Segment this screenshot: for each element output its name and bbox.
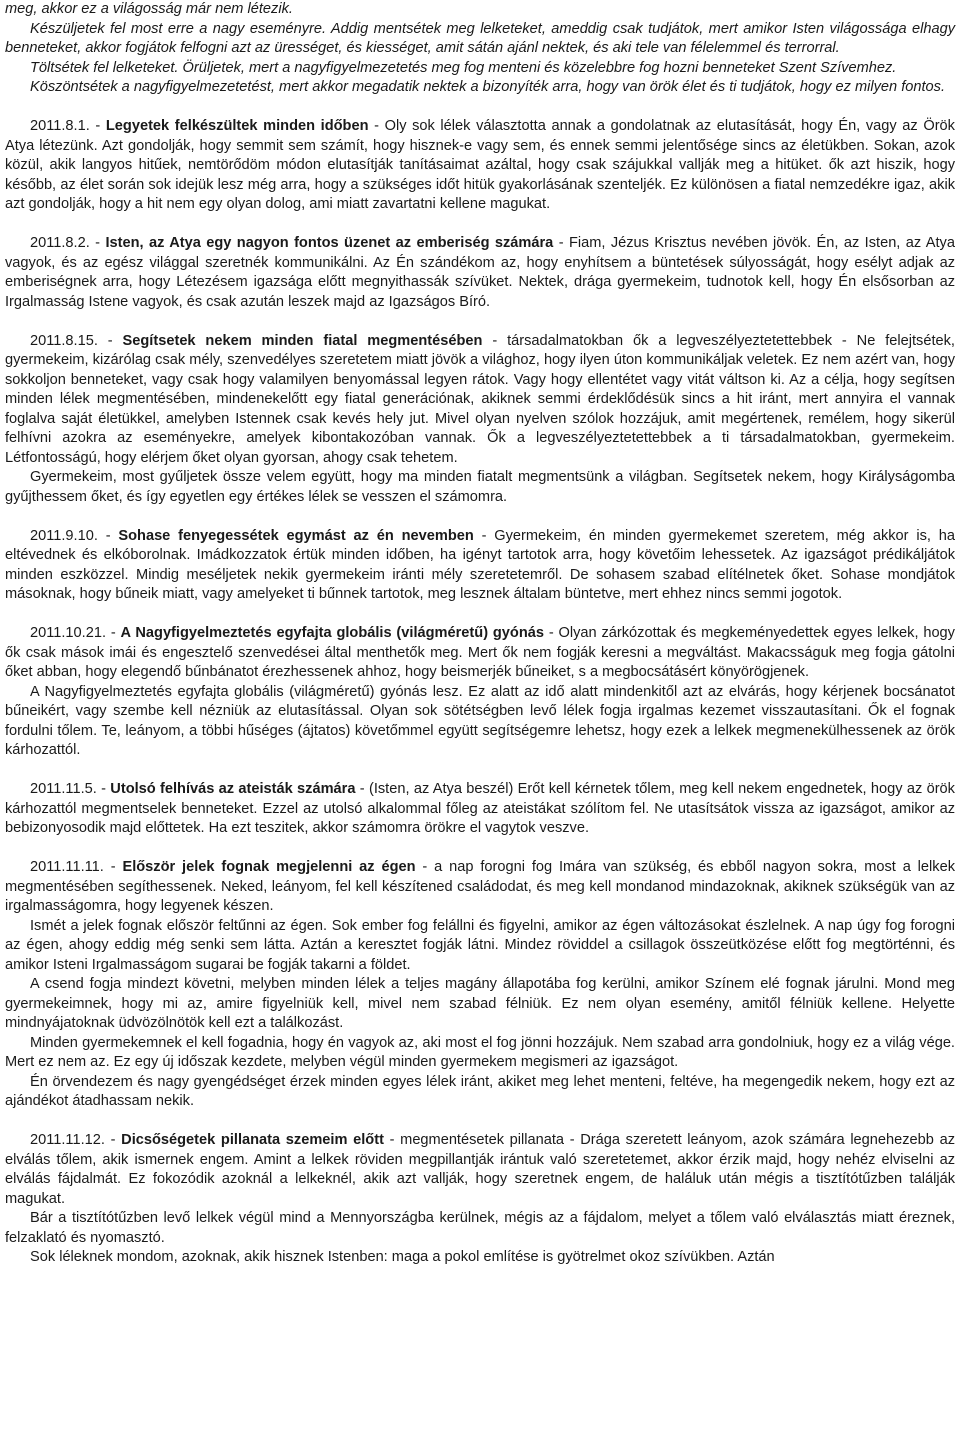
entry-title: Dicsőségetek pillanata szemeim előtt <box>121 1132 384 1148</box>
entry-paragraph: A Nagyfigyelmeztetés egyfajta globális (világméretű) gyónás lesz. Ez alatt az idő alatt mindenkitől azt az elvárás, hogy kérjenek bocsánatot bűneikért, vagy szembe kell nézniük az elutasítással. Olyan sok sötétségben levő lélek fogja irgalmas kezemet visszautasítani. Ők el fognak fordulni tőlem. Te, leányom, a többi hűséges (ájtatos) követőmmel együtt segítségemre lehetsz, hogy ezek a lelkek megmenekülhessenek az örök kárhozattól. <box>5 683 955 758</box>
entry-paragraph: Gyermekeim, most gyűljetek össze velem együtt, hogy ma minden fiatalt megmentsünk a világban. Segítsetek nekem, hogy Királyságomba gyűjthessem őket, és így egyetlen egy értékes lélek se vesszen el számomra. <box>5 469 955 505</box>
entry-date: 2011.8.2. <box>30 235 90 251</box>
entry-first-paragraph: 2011.9.10. - Sohase fenyegessétek egymást az én nevemben - Gyermekeim, én minden gyermekemet szeretem, még akkor is, ha eltévednek és elkóborolnak. Imádkozzatok értük minden időben, ha igényt tartotok arra, hogy követőim lehessetek. Az igazságot prédikáljátok minden eszközzel. Mindig meséljetek nekik gyermekeim iránti mély szeretetemről. De sohasem szabad elítélnetek őket. Sohase mondjátok másoknak, hogy bűneik miatt, vagy amelyeket ti bűnnek tartotok, meg lesznek általam büntetve, mert ehhez nincs semmi jogotok. <box>5 527 955 602</box>
entry-paragraph: Én örvendezem és nagy gyengédséget érzek minden egyes lélek iránt, akiket meg lehet menteni, feltéve, ha megengedik nekem, hogy ezt az ajándékot átadhassam nekik. <box>5 1073 955 1109</box>
entry-body-text: Gyermekeim, én minden gyermekemet szeretem, még akkor is, ha eltévednek és elkóborolnak. Imádkozzatok értük minden időben, ha igényt tartotok arra, hogy követőim lehessetek. Az igazságot prédikáljátok minden eszközzel. Mindig meséljetek nekik gyermekeim iránti mély szeretetemről. De sohasem szabad elítélnetek őket. Sohase mondjátok másoknak, hogy bűneik miatt, vagy amelyeket ti bűnnek tartotok, meg lesznek általam büntetve, mert ehhez nincs semmi jogotok. <box>5 527 955 602</box>
intro-paragraph: meg, akkor ez a világosság már nem létezik. <box>5 1 293 17</box>
entry-first-paragraph: 2011.10.21. - A Nagyfigyelmeztetés egyfajta globális (világméretű) gyónás - Olyan zárkózottak és megkeményedettek egyes lelkek, hogy ők csak mások imái és engesztelő szenvedései által menthetők meg. Mert ők nem fogják keresni a megváltást. Makacsságuk meg fogja gátolni őket abban, hogy elegendő bűnbánatot érezhessenek ahhoz, hogy beismerjék bűneiket, s a megbocsátásért könyörögjenek. <box>5 625 955 680</box>
intro-paragraph: Készüljetek fel most erre a nagy eseményre. Addig mentsétek meg lelketeket, ameddig csak tudjátok, mert amikor Isten világossága elhagy benneteket, akkor fogjátok felfogni azt az ürességet, és kiességet, amit sátán ajánl nektek, és aki tele van félelemmel és terrorral. <box>5 20 955 56</box>
entry-paragraph: A csend fogja mindezt követni, melyben minden lélek a teljes magány állapotába fog kerülni, amikor Színem elé fognak járulni. Mond meg gyermekeimnek, hogy mi az, amire figyelniük kell, mivel nem szabad félniük. Ez nem olyan esemény, amitől félniük kellene. Helyette mindnyájatoknak üdvözölnötök kell ezt a találkozást. <box>5 976 955 1031</box>
entry-body-text: (Isten, az Atya beszél) Erőt kell kérnetek tőlem, meg kell nekem engednetek, hogy az örök kárhozattól megmentselek benneteket. Ezzel az utolsó alkalommal főleg az ateistákat szólítom fel. Ne utasítsátok vissza az igazságot, amikor az bebizonyosodik majd előttetek. Ha ezt teszitek, akkor számomra örökre el vagytok veszve. <box>5 781 955 836</box>
entry-first-paragraph: 2011.8.1. - Legyetek felkészültek minden időben - Oly sok lélek választotta annak a gondolatnak az elutasítását, hogy Én, vagy az Örök Atya létezünk. Azt gondolják, hogy semmit sem számít, hogy hisznek-e vagy sem, és ennek semmi jelentősége sincs az életükben. Sokan, azok közül, akik langyos hitűek, nemtörődöm módon elutasítják tanításaimat azáltal, hogy csak szájukkal vallják meg a hitüket. ők azt hiszik, hogy később, az élet során sok idejük lesz még arra, hogy a szükséges időt hitük gyakorlásának szenteljék. Ez különösen a fiatal nemzedékre igaz, akik azt gondolják, hogy a hit nem egy olyan dolog, ami miatt zavartatni kellene magukat. <box>5 118 955 212</box>
entry-body-text: Olyan zárkózottak és megkeményedettek egyes lelkek, hogy ők csak mások imái és engesztelő szenvedései által menthetők meg. Mert ők nem fogják keresni a megváltást. Makacsságuk meg fogja gátolni őket abban, hogy elegendő bűnbánatot érezhessenek ahhoz, hogy beismerjék bűneiket, s a megbocsátásért könyörögjenek. <box>5 625 955 680</box>
entry-body-text: társadalmatokban ők a legveszélyeztetettebbek - Ne felejtsétek, gyermekeim, kizárólag csak mély, szenvedélyes szeretetem miatt jövök a világhoz, hogy ilyen úton kommunikáljak veletek. Ez nem azért van, hogy sokkoljon benneteket, vagy csak hogy valamilyen benyomással legyen rátok. Vagy hogy ellentétet vagy vitát váltson ki. Az a célja, hogy segítsen minden lélek megmentésében, mindenekelőtt egy fiatal generációnak, akiknek semmi érdeklődésük sincs a hit iránt, mert annyira el vannak foglalva saját életükkel, amelyben Istennek csak kevés hely jut. Mivel olyan nyelven szólok hozzájuk, amit megértenek, remélem, hogy sikerül felhívni azokra az eseményekre, amelyek kibontakozóban vannak. Ők a legveszélyeztetettebbek a ti társadalmatokban, gyermekeim. Létfontosságú, hogy elérjem őket olyan gyorsan, ahogy csak tehetem. <box>5 332 955 466</box>
entry-title: Legyetek felkészültek minden időben <box>105 118 369 134</box>
entry-body-text: a nap forogni fog Imára van szükség, és ebből nagyon sokra, most a lelkek megmentésében segíthessenek. Neked, leányom, fel kell készítened családodat, és meg kell mondanod mindazoknak, akiknek szükségük van az irgalmasságomra, hogy legyenek készen. <box>5 859 955 914</box>
entry-paragraph: Bár a tisztítótűzben levő lelkek végül mind a Mennyországba kerülnek, mégis az a fájdalom, melyet a tőlem való elválasztás miatt éreznek, felzaklató és nyomasztó. <box>5 1210 955 1246</box>
entry-date: 2011.9.10. <box>30 527 98 544</box>
entry-date: 2011.11.5. <box>30 781 97 797</box>
entry-title: Segítsetek nekem minden fiatal megmentésében <box>122 332 483 349</box>
entry-title: A Nagyfigyelmeztetés egyfajta globális (világméretű) gyónás <box>120 625 544 641</box>
entry-paragraph: Ismét a jelek fognak először feltűnni az égen. Sok ember fog felállni és figyelni, amikor az égen változásokat észlelnek. A nap úgy fog forogni az égen, ahogy eddig még senki sem látta. Aztán a keresztet fogják látni. Mindez röviddel a csillagok összeütközése előtt fog megtörténni, és amikor Isteni Irgalmasságom sugarai be fogják takarni a földet. <box>5 917 955 973</box>
entry-title: Sohase fenyegessétek egymást az én nevemben <box>118 527 474 544</box>
entry-date: 2011.8.15. <box>30 332 98 349</box>
entry-first-paragraph: 2011.11.12. - Dicsőségetek pillanata szemeim előtt - megmentésetek pillanata - Drága szeretett leányom, azok számára legnehezebb az elválás tőlem, akik ismernek engem. Amint a lelkek röviden megpillantják irántuk való szeretetemet, akkor érzik majd, hogy nehéz elviselni az elválás fájdalmát. Ez fokozódik azoknál a lelkeknél, akik azt vallják, hogy szeretnek engem, de haláluk után mégis a tisztítótűzben találják magukat. <box>5 1132 955 1207</box>
entry-date: 2011.8.1. <box>30 118 90 134</box>
entry-body-text: megmentésetek pillanata - Drága szeretett leányom, azok számára legnehezebb az elválás tőlem, akik ismernek engem. Amint a lelkek röviden megpillantják irántuk való szeretetemet, akkor érzik majd, hogy nehéz elviselni az elválás fájdalmát. Ez fokozódik azoknál a lelkeknél, akik azt vallják, hogy szeretnek engem, de haláluk után mégis a tisztítótűzben találják magukat. <box>5 1132 955 1207</box>
entry-first-paragraph: 2011.8.15. - Segítsetek nekem minden fiatal megmentésében - társadalmatokban ők a legveszélyeztetettebbek - Ne felejtsétek, gyermekeim, kizárólag csak mély, szenvedélyes szeretetem miatt jövök a világhoz, hogy ilyen úton kommunikáljak veletek. Ez nem azért van, hogy sokkoljon benneteket, vagy csak hogy valamilyen benyomással legyen rátok. Vagy hogy ellentétet vagy vitát váltson ki. Az a célja, hogy segítsen minden lélek megmentésében, mindenekelőtt egy fiatal generációnak, akiknek semmi érdeklődésük sincs a hit iránt, mert annyira el vannak foglalva saját életükkel, amelyben Istennek csak kevés hely jut. Mivel olyan nyelven szólok hozzájuk, amit megértenek, remélem, hogy sikerül felhívni azokra az eseményekre, amelyek kibontakozóban vannak. Ők a legveszélyeztetettebbek a ti társadalmatokban, gyermekeim. Létfontosságú, hogy elérjem őket olyan gyorsan, ahogy csak tehetem. <box>5 332 955 466</box>
intro-paragraph: Töltsétek fel lelketeket. Örüljetek, mert a nagyfigyelmezetetés meg fog menteni és közelebbre fog hozni benneteket Szent Szívemhez. <box>30 59 897 76</box>
entry-body-text: Oly sok lélek választotta annak a gondolatnak az elutasítását, hogy Én, vagy az Örök Atya létezünk. Azt gondolják, hogy semmit sem számít, hogy hisznek-e vagy sem, és ennek semmi jelentősége sincs az életükben. Sokan, azok közül, akik langyos hitűek, nemtörődöm módon elutasítják tanításaimat azáltal, hogy csak szájukkal vallják meg a hitüket. ők azt hiszik, hogy később, az élet során sok idejük lesz még arra, hogy a szükséges időt hitük gyakorlásának szenteljék. Ez különösen a fiatal nemzedékre igaz, akik azt gondolják, hogy a hit nem egy olyan dolog, ami miatt zavartatni kellene magukat. <box>5 118 955 212</box>
entry-title: Először jelek fognak megjelenni az égen <box>122 859 416 875</box>
entry-first-paragraph: 2011.8.2. - Isten, az Atya egy nagyon fontos üzenet az emberiség számára - Fiam, Jézus Krisztus nevében jövök. Én, az Isten, az Atya vagyok, és az egész világgal szeretnék kommunikálni. Az Én szándékom az, hogy enyhítsem a büntetések súlyosságát, hogy esélyt adjak az emberiségnek arra, hogy Létezésem igazsága előtt megnyithassák szívüket. Nektek, drága gyermekeim, tudnotok kell, hogy Én elsősorban az Irgalmasság Istene vagyok, és csak azután leszek majd az Igazságos Bíró. <box>5 235 955 310</box>
entry-paragraph: Minden gyermekemnek el kell fogadnia, hogy én vagyok az, aki most el fog jönni hozzájuk. Nem szabad arra gondolniuk, hogy ez a világ vége. Mert ez nem az. Ez egy új időszak kezdete, melyben végül minden gyermekem megismeri az igazságot. <box>5 1034 955 1070</box>
intro-paragraph: Köszöntsétek a nagyfigyelmezetetést, mert akkor megadatik nektek a bizonyíték arra, hogy van örök élet és ti tudjátok, hogy ez milyen fontos. <box>30 79 946 95</box>
entry-date: 2011.11.11. <box>30 859 104 875</box>
entry-first-paragraph: 2011.11.11. - Először jelek fognak megjelenni az égen - a nap forogni fog Imára van szükség, és ebből nagyon sokra, most a lelkek megmentésében segíthessenek. Neked, leányom, fel kell készítened családodat, és meg kell mondanod mindazoknak, akiknek szükségük van az irgalmasságomra, hogy legyenek készen. <box>5 859 955 914</box>
entry-title: Isten, az Atya egy nagyon fontos üzenet az emberiség számára <box>105 235 554 251</box>
entry-title: Utolsó felhívás az ateisták számára <box>110 781 356 797</box>
entry-date: 2011.11.12. <box>30 1132 105 1148</box>
entry-paragraph: Sok léleknek mondom, azoknak, akik hisznek Istenben: maga a pokol említése is gyötrelmet okoz szívükben. Aztán <box>30 1249 775 1265</box>
entry-body-text: Fiam, Jézus Krisztus nevében jövök. Én, az Isten, az Atya vagyok, és az egész világgal szeretnék kommunikálni. Az Én szándékom az, hogy enyhítsem a büntetések súlyosságát, hogy esélyt adjak az emberiségnek arra, hogy Létezésem igazsága előtt megnyithassák szívüket. Nektek, drága gyermekeim, tudnotok kell, hogy Én elsősorban az Irgalmasság Istene vagyok, és csak azután leszek majd az Igazságos Bíró. <box>5 235 955 310</box>
entry-date: 2011.10.21. <box>30 625 107 641</box>
entry-first-paragraph: 2011.11.5. - Utolsó felhívás az ateisták számára - (Isten, az Atya beszél) Erőt kell kérnetek tőlem, meg kell nekem engednetek, hogy az örök kárhozattól megmentselek benneteket. Ezzel az utolsó alkalommal főleg az ateistákat szólítom fel. Ne utasítsátok vissza az igazságot, amikor az bebizonyosodik majd előttetek. Ha ezt teszitek, akkor számomra örökre el vagytok veszve. <box>5 781 955 836</box>
